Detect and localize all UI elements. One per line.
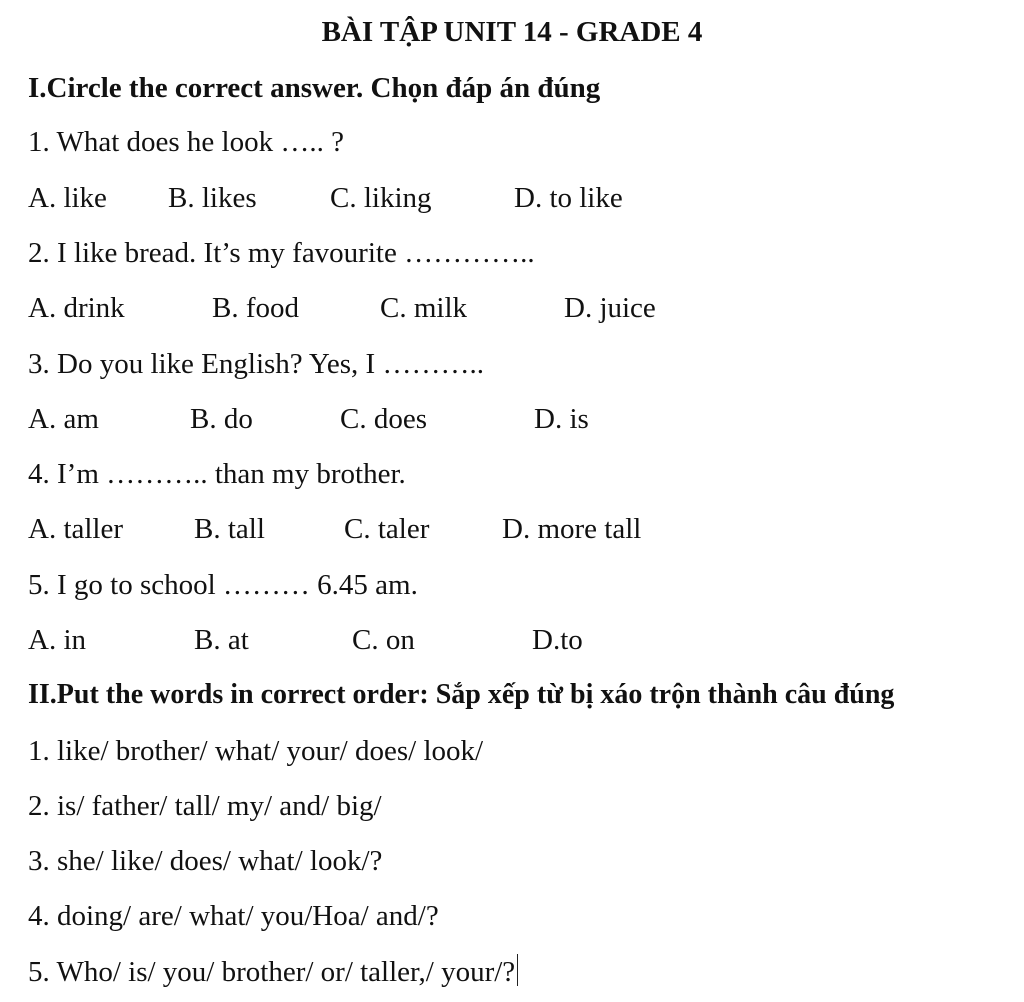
question-3-option-a[interactable]: A. am: [28, 403, 99, 435]
question-5: 5. I go to school ……… 6.45 am.: [28, 569, 418, 601]
question-5-option-b[interactable]: B. at: [194, 624, 249, 656]
question-4-option-d[interactable]: D. more tall: [502, 513, 642, 545]
question-1-option-c[interactable]: C. liking: [330, 182, 432, 214]
question-2-option-d[interactable]: D. juice: [564, 292, 656, 324]
page-title: BÀI TẬP UNIT 14 - GRADE 4: [321, 16, 703, 48]
question-2-option-a[interactable]: A. drink: [28, 292, 125, 324]
question-3-option-b[interactable]: B. do: [190, 403, 253, 435]
question-5-option-c[interactable]: C. on: [352, 624, 415, 656]
question-3-option-d[interactable]: D. is: [534, 403, 589, 435]
question-2: 2. I like bread. It’s my favourite …………..: [28, 237, 535, 269]
section-1-heading: I.Circle the correct answer. Chọn đáp án đúng: [28, 72, 601, 104]
question-1-option-b[interactable]: B. likes: [168, 182, 257, 214]
reorder-item-4: 4. doing/ are/ what/ you/Hoa/ and/?: [28, 900, 439, 932]
reorder-item-1: 1. like/ brother/ what/ your/ does/ look/: [28, 735, 484, 767]
question-4-option-c[interactable]: C. taler: [344, 513, 430, 545]
question-3: 3. Do you like English? Yes, I ………..: [28, 348, 484, 380]
question-4: 4. I’m ……….. than my brother.: [28, 458, 406, 490]
question-2-option-c[interactable]: C. milk: [380, 292, 468, 324]
question-1-option-d[interactable]: D. to like: [514, 182, 623, 214]
question-5-option-a[interactable]: A. in: [28, 624, 86, 656]
reorder-item-2: 2. is/ father/ tall/ my/ and/ big/: [28, 790, 382, 822]
reorder-item-3: 3. she/ like/ does/ what/ look/?: [28, 845, 383, 877]
question-4-option-a[interactable]: A. taller: [28, 513, 124, 545]
reorder-item-5: 5. Who/ is/ you/ brother/ or/ taller,/ your/?: [28, 956, 516, 988]
question-1-option-a[interactable]: A. like: [28, 182, 107, 214]
question-4-option-b[interactable]: B. tall: [194, 513, 265, 545]
question-3-option-c[interactable]: C. does: [340, 403, 427, 435]
question-1: 1. What does he look ….. ?: [28, 126, 344, 158]
question-2-option-b[interactable]: B. food: [212, 292, 299, 324]
reorder-item-5-wrapper[interactable]: [28, 954, 518, 990]
question-5-option-d[interactable]: D.to: [532, 624, 583, 656]
text-cursor: [517, 954, 518, 986]
section-2-heading: II.Put the words in correct order: Sắp xếp từ bị xáo trộn thành câu đúng: [28, 679, 895, 710]
